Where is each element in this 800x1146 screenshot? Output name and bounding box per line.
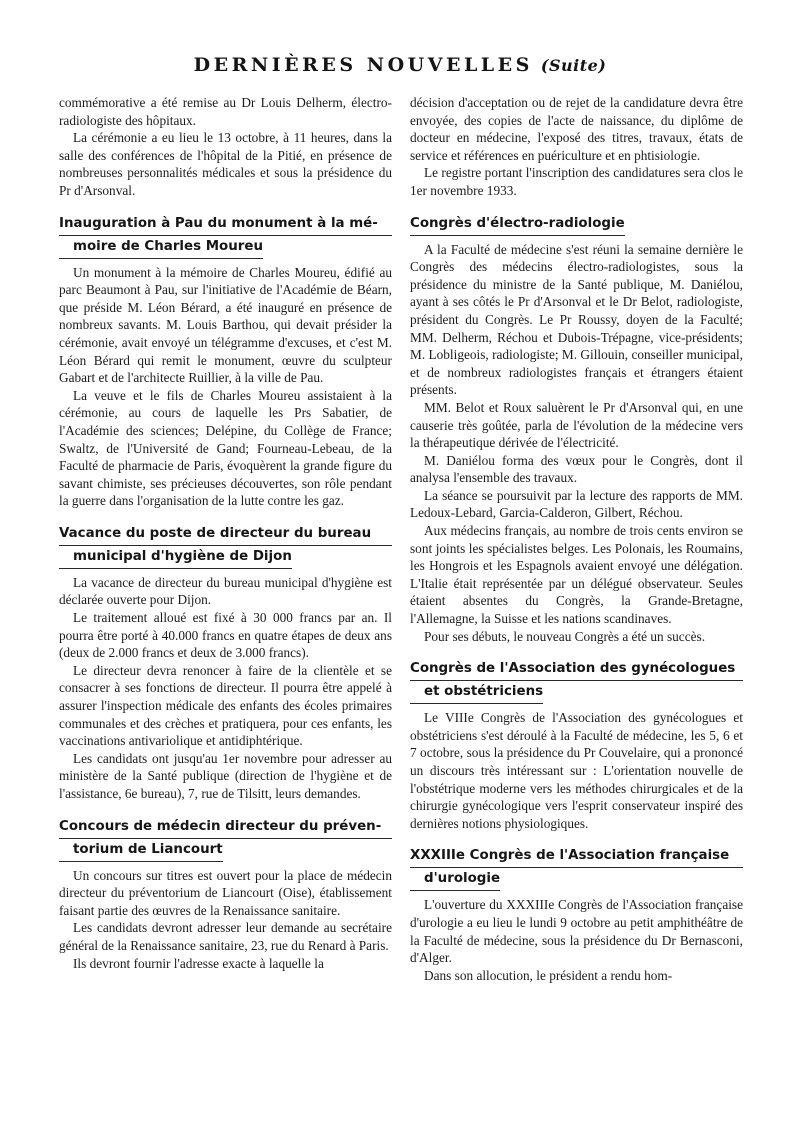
- right-column: [410, 94, 743, 984]
- paragraph: Aux médecins français, au nombre de trois cents environ se sont joints les spécialistes belges. Les Polonais, les Roumains, les Hongrois et les Espagnols avaient envoyé une délégation. L'Italie était représentée par un délégué observateur. Seules étaient absentes du Congrès, la Grande-Bretagne, l'Allemagne, la Suisse et les nations scandinaves.: [410, 523, 743, 627]
- paragraph: Le directeur devra renoncer à faire de la clientèle et se consacrer à ses fonctions de directeur. Il pourra être appelé à assurer l'inspection médicale des enfants des écoles primaires communales et des crèches et pratiquera, pour ces enfants, les vaccinations antivariolique et antidiphtérique.: [59, 662, 392, 749]
- paragraph: La vacance de directeur du bureau municipal d'hygiène est déclarée ouverte pour Dijon.: [59, 574, 392, 608]
- section-title-line: torium de Liancourt: [59, 839, 223, 862]
- page-header: [0, 54, 800, 76]
- section-title-line: Congrès de l'Association des gynécologues: [410, 658, 743, 681]
- section-heading: [59, 523, 392, 569]
- paragraph: L'ouverture du XXXIIIe Congrès de l'Association française d'urologie a eu lieu le lundi 9 octobre au petit amphithéâtre de la Faculté de médecine, sous la présidence du Dr Bernasconi, d'Alger.: [410, 897, 743, 966]
- section-title-line: d'urologie: [410, 868, 500, 891]
- section-title-line: XXXIIIe Congrès de l'Association française: [410, 845, 743, 868]
- section-title-line: municipal d'hygiène de Dijon: [59, 546, 292, 569]
- paragraph: Le traitement alloué est fixé à 30 000 francs par an. Il pourra être porté à 40.000 francs en quatre étapes de deux ans (deux de 2.000 francs et deux de 3.000 francs).: [59, 610, 392, 661]
- paragraph: Dans son allocution, le président a rendu hom-: [424, 967, 673, 983]
- paragraph: Pour ses débuts, le nouveau Congrès a été un succès.: [424, 628, 706, 644]
- left-column: [59, 94, 392, 972]
- paragraph: M. Daniélou forma des vœux pour le Congrès, dont il analysa l'ensemble des travaux.: [410, 452, 743, 486]
- section-heading: [59, 213, 392, 259]
- header-title: DERNIÈRES NOUVELLES: [193, 54, 533, 76]
- paragraph: Le registre portant l'inscription des candidatures sera clos le 1er novembre 1933.: [410, 165, 743, 198]
- paragraph: Ils devront fournir l'adresse exacte à laquelle la: [73, 955, 324, 971]
- paragraph: Les candidats ont jusqu'au 1er novembre pour adresser au ministère de la Santé publique (direction de l'hygiène et de l'assistance, 6e bureau), 7, rue de Tilsitt, leurs demandes.: [59, 750, 392, 801]
- section-heading: [410, 213, 743, 236]
- section-title-line: Inauguration à Pau du monument à la mé-: [59, 213, 392, 236]
- section-heading: [59, 816, 392, 862]
- paragraph: décision d'acceptation ou de rejet de la candidature devra être envoyée, des copies de l'acte de naissance, du diplôme de docteur en médecine, l'exposé des titres, travaux, états de service et références en puériculture et en phtisiologie.: [410, 95, 743, 163]
- header-suite: (Suite): [540, 56, 607, 75]
- paragraph: Les candidats devront adresser leur demande au secrétaire général de la Renaissance sanitaire, 23, rue du Renard à Paris.: [59, 920, 392, 953]
- paragraph: MM. Belot et Roux saluèrent le Pr d'Arsonval qui, en une causerie très goûtée, parla de l'évolution de la médecine vers la thérapeutique dérivée de l'électricité.: [410, 399, 743, 451]
- section-heading: [410, 845, 743, 891]
- paragraph: La veuve et le fils de Charles Moureu assistaient à la cérémonie, au cours de laquelle les Prs Sabatier, de l'Académie des sciences; Delépine, du Collège de France; Swaltz, de l'Université de Gand; Fourneau-Lebeau, de la Faculté de pharmacie de Paris, évoquèrent la grande figure du savant chimiste, ses précieuses découvertes, son rôle pendant la guerre dans l'organisation de la lutte contre les gaz.: [59, 387, 392, 509]
- section-title-line: Vacance du poste de directeur du bureau: [59, 523, 392, 546]
- paragraph: Un concours sur titres est ouvert pour la place de médecin directeur du préventorium de Liancourt (Oise), établissement faisant partie des œuvres de la Renaissance sanitaire.: [59, 867, 392, 918]
- section-title-line: et obstétriciens: [410, 681, 543, 704]
- section-title-line: moire de Charles Moureu: [59, 236, 263, 259]
- paragraph: La séance se poursuivit par la lecture des rapports de MM. Ledoux-Lebard, Garcia-Calderon, Gilbert, Réchou.: [410, 487, 743, 521]
- section-title-line: Concours de médecin directeur du préven-: [59, 816, 392, 839]
- section-heading: [410, 658, 743, 704]
- paragraph: commémorative a été remise au Dr Louis Delherm, électro-radiologiste des hôpitaux.: [59, 95, 392, 128]
- paragraph: La cérémonie a eu lieu le 13 octobre, à 11 heures, dans la salle des conférences de l'hôpital de la Pitié, en présence de nombreuses personnalités médicales et sous la présidence du Pr d'Arsonval.: [59, 130, 392, 198]
- paragraph: Le VIIIe Congrès de l'Association des gynécologues et obstétriciens s'est déroulé à la Faculté de médecine, les 5, 6 et 7 octobre, sous la présidence du Pr Couvelaire, qui a prononcé un discours très intéressant sur : L'orientation nouvelle de l'obstétrique moderne vers les méthodes chirurgicales et de la chirurgie gynécologique vers l'esprit conservateur inspiré des dernières notions physiologiques.: [410, 710, 743, 831]
- section-title-line: Congrès d'électro-radiologie: [410, 213, 625, 236]
- paragraph: Un monument à la mémoire de Charles Moureu, édifié au parc Beaumont à Pau, sur l'initiative de l'Académie de Béarn, que préside M. Léon Bérard, a été inauguré en présence de nombreux savants. M. Louis Barthou, qui devait présider la cérémonie, avait envoyé un télégramme d'excuses, et c'est M. Léon Bérard qui remit le monument, œuvre du sculpteur Gabart et de l'architecte Ruillier, à la ville de Pau.: [59, 264, 392, 386]
- paragraph: A la Faculté de médecine s'est réuni la semaine dernière le Congrès des médecins électro-radiologistes, sous la présidence du ministre de la Santé publique, M. Daniélou, ayant à ses côtés le Pr d'Arsonval et le Dr Belot, radiologiste, président du Congrès. Le Pr Roussy, doyen de la Faculté; MM. Delherm, Réchou et Dubois-Trépagne, vice-présidents; M. Lobligeois, radiologiste; M. Gillouin, conseiller municipal, et de nombreux radiologistes français et étrangers étaient présents.: [410, 241, 743, 398]
